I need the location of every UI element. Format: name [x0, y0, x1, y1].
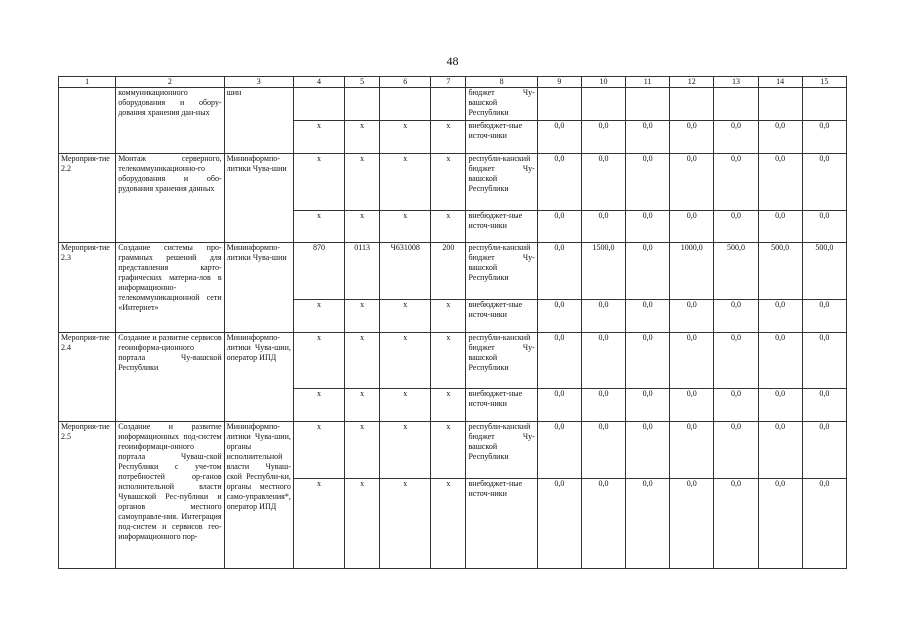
empty-cell	[758, 88, 802, 121]
vr-code-cell: х	[431, 389, 466, 422]
amount-cell: 0,0	[581, 479, 625, 569]
amount-cell: 0,0	[802, 422, 846, 479]
amount-cell: 500,0	[802, 243, 846, 300]
amount-cell: 0,0	[626, 389, 670, 422]
empty-cell	[380, 88, 431, 121]
rz-code-cell: х	[345, 300, 380, 333]
amount-cell: 0,0	[758, 389, 802, 422]
column-number: 5	[345, 77, 380, 88]
empty-cell	[581, 88, 625, 121]
gr-code-cell: х	[293, 154, 344, 211]
funding-source-cell: внебюджет-ные источ-ники	[466, 300, 537, 333]
amount-cell: 0,0	[626, 211, 670, 243]
vr-code-cell: х	[431, 333, 466, 389]
amount-cell: 0,0	[714, 479, 758, 569]
gr-code-cell: х	[293, 333, 344, 389]
measure-name-cell: Создание системы про-граммных решений для представления карто-графических материа-лов в информационно-телекоммуникационной сети «Интернет»	[116, 243, 224, 333]
amount-cell: 0,0	[626, 154, 670, 211]
amount-cell: 0,0	[581, 389, 625, 422]
amount-cell: 0,0	[802, 154, 846, 211]
column-number-header-row	[59, 77, 847, 88]
csr-code-cell: х	[380, 479, 431, 569]
amount-cell: 0,0	[626, 333, 670, 389]
vr-code-cell: х	[431, 479, 466, 569]
program-measures-table	[58, 76, 847, 569]
amount-cell: 0,0	[670, 333, 714, 389]
amount-cell: 0,0	[537, 479, 581, 569]
amount-cell: 0,0	[670, 389, 714, 422]
amount-cell: 0,0	[714, 422, 758, 479]
rz-code-cell: х	[345, 422, 380, 479]
csr-code-cell: Ч631008	[380, 243, 431, 300]
executor-cell: шин	[224, 88, 293, 154]
csr-code-cell: х	[380, 333, 431, 389]
amount-cell: 0,0	[670, 422, 714, 479]
csr-code-cell: х	[380, 211, 431, 243]
funding-source-cell: бюджет Чу-вашской Республики	[466, 88, 537, 121]
amount-cell: 0,0	[758, 300, 802, 333]
funding-source-cell: внебюджет-ные источ-ники	[466, 389, 537, 422]
measure-name-cell: Создание и развитие информационных под-систем геоинформаци-онного портала Чуваш-ской Республики с уче-том потребностей ор-ганов исполнительной власти Чувашской Рес-публики и органов местного самоуправле-ния. Интеграция под-систем и сервисов гео-информационного пор-	[116, 422, 224, 569]
amount-cell: 0,0	[626, 243, 670, 300]
table-row	[59, 333, 847, 389]
column-number: 4	[293, 77, 344, 88]
measure-name-cell: коммуникационного оборудования и обору-дования хранения дан-ных	[116, 88, 224, 154]
measure-code-cell: Мероприя-тие 2.4	[59, 333, 116, 422]
column-number: 12	[670, 77, 714, 88]
funding-source-cell: внебюджет-ные источ-ники	[466, 121, 537, 154]
amount-cell: 0,0	[670, 479, 714, 569]
amount-cell: 0,0	[802, 121, 846, 154]
gr-code-cell: х	[293, 121, 344, 154]
column-number: 15	[802, 77, 846, 88]
amount-cell: 0,0	[581, 333, 625, 389]
vr-code-cell: 200	[431, 243, 466, 300]
csr-code-cell: х	[380, 121, 431, 154]
gr-code-cell: х	[293, 211, 344, 243]
amount-cell: 0,0	[670, 121, 714, 154]
amount-cell: 0,0	[537, 389, 581, 422]
vr-code-cell: х	[431, 211, 466, 243]
amount-cell: 0,0	[758, 154, 802, 211]
amount-cell: 0,0	[758, 422, 802, 479]
column-number: 11	[626, 77, 670, 88]
empty-cell	[626, 88, 670, 121]
amount-cell: 0,0	[714, 389, 758, 422]
amount-cell: 0,0	[670, 154, 714, 211]
gr-code-cell: х	[293, 422, 344, 479]
column-number: 10	[581, 77, 625, 88]
rz-code-cell: х	[345, 479, 380, 569]
csr-code-cell: х	[380, 154, 431, 211]
rz-code-cell: х	[345, 333, 380, 389]
column-number: 13	[714, 77, 758, 88]
column-number: 14	[758, 77, 802, 88]
measure-name-cell: Создание и развитие сервисов геоинформа-ционного портала Чу-вашской Республики	[116, 333, 224, 422]
amount-cell: 0,0	[537, 333, 581, 389]
amount-cell: 0,0	[626, 121, 670, 154]
empty-cell	[431, 88, 466, 121]
measure-code-cell: Мероприя-тие 2.3	[59, 243, 116, 333]
rz-code-cell: 0113	[345, 243, 380, 300]
amount-cell: 0,0	[537, 211, 581, 243]
amount-cell: 0,0	[537, 121, 581, 154]
executor-cell: Мининформпо-литики Чува-шии, оператор ИПД	[224, 333, 293, 422]
column-number: 2	[116, 77, 224, 88]
amount-cell: 0,0	[581, 300, 625, 333]
amount-cell: 0,0	[758, 479, 802, 569]
column-number: 6	[380, 77, 431, 88]
amount-cell: 0,0	[758, 333, 802, 389]
funding-source-cell: республи-канский бюджет Чу-вашской Республики	[466, 154, 537, 211]
executor-cell: Мининформпо-литики Чува-шии	[224, 154, 293, 243]
amount-cell: 0,0	[714, 154, 758, 211]
table-row	[59, 243, 847, 300]
gr-code-cell: х	[293, 389, 344, 422]
vr-code-cell: х	[431, 154, 466, 211]
rz-code-cell: х	[345, 211, 380, 243]
amount-cell: 0,0	[537, 243, 581, 300]
amount-cell: 1500,0	[581, 243, 625, 300]
amount-cell: 0,0	[537, 300, 581, 333]
amount-cell: 0,0	[802, 479, 846, 569]
measure-code-cell	[59, 88, 116, 154]
amount-cell: 0,0	[758, 211, 802, 243]
measure-name-cell: Монтаж серверного, телекоммуникационно-го оборудования и обо-рудования хранения данных	[116, 154, 224, 243]
amount-cell: 0,0	[802, 389, 846, 422]
empty-cell	[537, 88, 581, 121]
amount-cell: 0,0	[802, 333, 846, 389]
amount-cell: 0,0	[626, 479, 670, 569]
amount-cell: 0,0	[670, 211, 714, 243]
gr-code-cell: х	[293, 479, 344, 569]
column-number: 8	[466, 77, 537, 88]
funding-source-cell: республи-канский бюджет Чу-вашской Республики	[466, 243, 537, 300]
empty-cell	[714, 88, 758, 121]
column-number: 9	[537, 77, 581, 88]
vr-code-cell: х	[431, 422, 466, 479]
column-number: 7	[431, 77, 466, 88]
amount-cell: 0,0	[581, 211, 625, 243]
measure-code-cell: Мероприя-тие 2.2	[59, 154, 116, 243]
csr-code-cell: х	[380, 422, 431, 479]
empty-cell	[670, 88, 714, 121]
funding-source-cell: внебюджет-ные источ-ники	[466, 211, 537, 243]
funding-source-cell: республи-канский бюджет Чу-вашской Республики	[466, 422, 537, 479]
amount-cell: 0,0	[802, 300, 846, 333]
amount-cell: 0,0	[758, 121, 802, 154]
table-row	[59, 88, 847, 121]
amount-cell: 1000,0	[670, 243, 714, 300]
vr-code-cell: х	[431, 300, 466, 333]
amount-cell: 0,0	[714, 300, 758, 333]
amount-cell: 0,0	[581, 154, 625, 211]
funding-source-cell: внебюджет-ные источ-ники	[466, 479, 537, 569]
empty-cell	[802, 88, 846, 121]
amount-cell: 500,0	[758, 243, 802, 300]
column-number: 1	[59, 77, 116, 88]
executor-cell: Мининформпо-литики Чува-шии	[224, 243, 293, 333]
gr-code-cell: х	[293, 300, 344, 333]
amount-cell: 0,0	[714, 121, 758, 154]
empty-cell	[345, 88, 380, 121]
rz-code-cell: х	[345, 154, 380, 211]
vr-code-cell: х	[431, 121, 466, 154]
gr-code-cell: 870	[293, 243, 344, 300]
amount-cell: 500,0	[714, 243, 758, 300]
empty-cell	[293, 88, 344, 121]
table-row	[59, 422, 847, 479]
amount-cell: 0,0	[537, 154, 581, 211]
funding-source-cell: республи-канский бюджет Чу-вашской Республики	[466, 333, 537, 389]
amount-cell: 0,0	[626, 422, 670, 479]
amount-cell: 0,0	[581, 422, 625, 479]
amount-cell: 0,0	[537, 422, 581, 479]
table-row	[59, 154, 847, 211]
measure-code-cell: Мероприя-тие 2.5	[59, 422, 116, 569]
page-number: 48	[446, 54, 459, 68]
amount-cell: 0,0	[714, 211, 758, 243]
rz-code-cell: х	[345, 121, 380, 154]
csr-code-cell: х	[380, 389, 431, 422]
column-number: 3	[224, 77, 293, 88]
amount-cell: 0,0	[626, 300, 670, 333]
amount-cell: 0,0	[581, 121, 625, 154]
amount-cell: 0,0	[670, 300, 714, 333]
executor-cell: Мининформпо-литики Чува-шии, органы исполнительной власти Чуваш-ской Республи-ки, органы местного само-управления*, оператор ИПД	[224, 422, 293, 569]
amount-cell: 0,0	[714, 333, 758, 389]
csr-code-cell: х	[380, 300, 431, 333]
rz-code-cell: х	[345, 389, 380, 422]
amount-cell: 0,0	[802, 211, 846, 243]
